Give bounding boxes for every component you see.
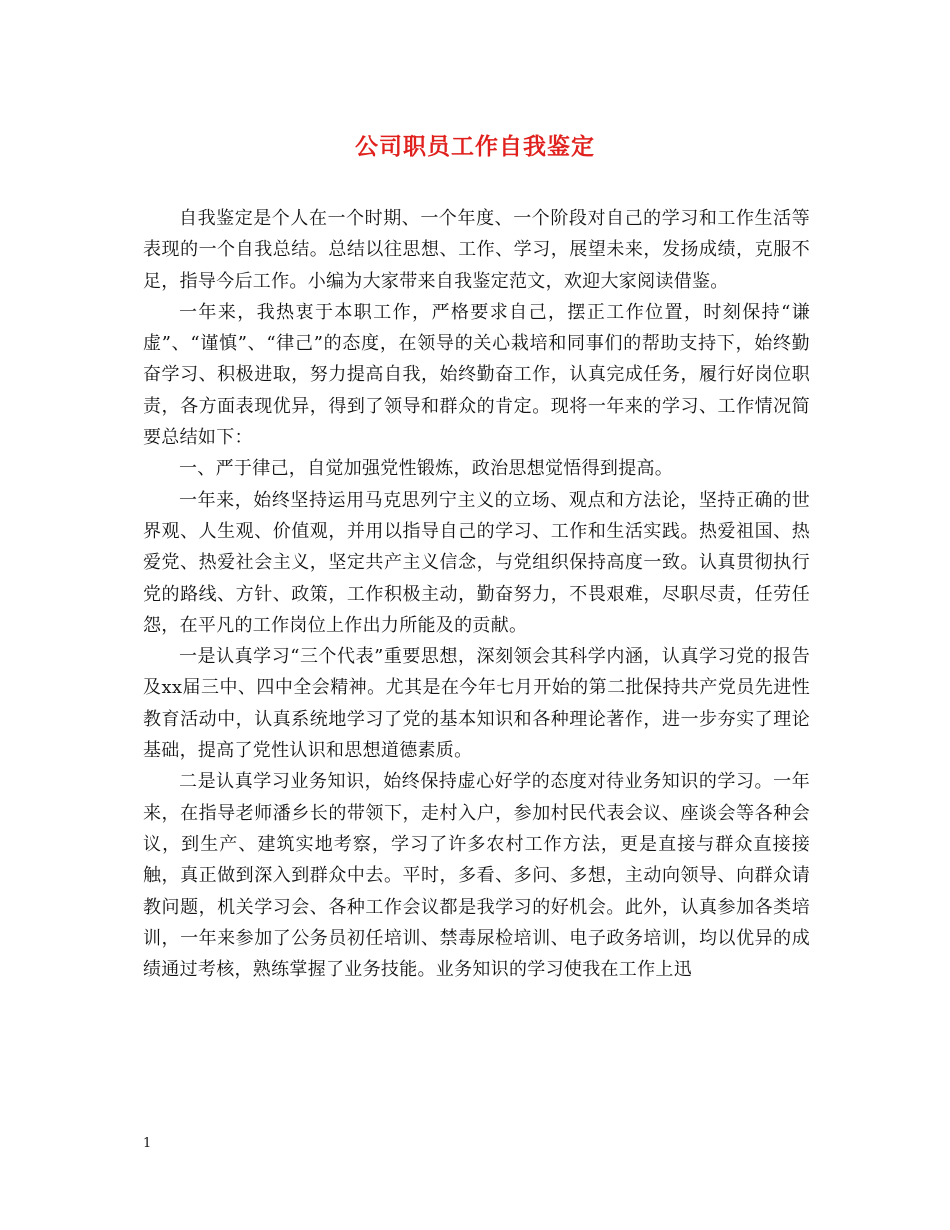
document-body <box>143 203 810 985</box>
paragraph: 一年来，我热衷于本职工作，严格要求自己，摆正工作位置，时刻保持“谦虚”、“谨慎”、“律己”的态度，在领导的关心栽培和同事们的帮助支持下，始终勤奋学习、积极进取，努力提高自我，始终勤奋工作，认真完成任务，履行好岗位职责，各方面表现优异，得到了领导和群众的肯定。现将一年来的学习、工作情况简要总结如下： <box>143 301 810 449</box>
paragraph: 一年来，始终坚持运用马克思列宁主义的立场、观点和方法论，坚持正确的世界观、人生观、价值观，并用以指导自己的学习、工作和生活实践。热爱祖国、热爱党、热爱社会主义，坚定共产主义信念，与党组织保持高度一致。认真贯彻执行党的路线、方针、政策，工作积极主动，勤奋努力，不畏艰难，尽职尽责，任劳任怨，在平凡的工作岗位上作出力所能及的贡献。 <box>143 489 810 636</box>
paragraph: 二是认真学习业务知识，始终保持虚心好学的态度对待业务知识的学习。一年来，在指导老师潘乡长的带领下，走村入户，参加村民代表会议、座谈会等各种会议，到生产、建筑实地考察，学习了许多农村工作方法，更是直接与群众直接接触，真正做到深入到群众中去。平时，多看、多问、多想，主动向领导、向群众请教问题，机关学习会、各种工作会议都是我学习的好机会。此外，认真参加各类培训，一年来参加了公务员初任培训、禁毒尿检培训、电子政务培训，均以优异的成绩通过考核，熟练掌握了业务技能。业务知识的学习使我在工作上迅 <box>143 771 810 981</box>
paragraph: 一是认真学习“三个代表”重要思想，深刻领会其科学内涵，认真学习党的报告及xx届三中、四中全会精神。尤其是在今年七月开始的第二批保持共产党员先进性教育活动中，认真系统地学习了党的基本知识和各种理论著作，进一步夯实了理论基础，提高了党性认识和思想道德素质。 <box>143 646 810 762</box>
section-heading: 一、严于律己，自觉加强党性锻炼，政治思想觉悟得到提高。 <box>179 458 674 480</box>
document-title: 公司职员工作自我鉴定 <box>355 133 595 160</box>
paragraph: 自我鉴定是个人在一个时期、一个年度、一个阶段对自己的学习和工作生活等表现的一个自我总结。总结以往思想、工作、学习，展望未来，发扬成绩，克服不足，指导今后工作。小编为大家带来自我鉴定范文，欢迎大家阅读借鉴。 <box>143 208 810 292</box>
page-number: 1 <box>143 1136 152 1151</box>
